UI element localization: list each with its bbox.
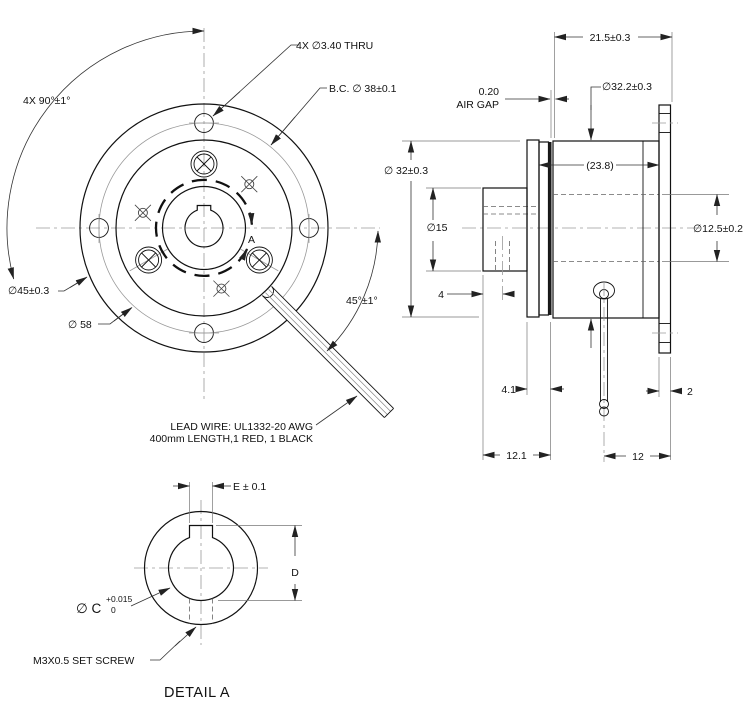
- dim-body-od: [384, 141, 428, 317]
- angle-45-label: 45°±1°: [346, 295, 378, 307]
- air-gap-label: AIR GAP: [456, 99, 499, 111]
- detail-a-view: [33, 481, 302, 701]
- dim-body-length: [539, 160, 659, 172]
- lead-wire-note: [150, 396, 357, 445]
- angle-90-label: 4X 90°±1°: [23, 95, 71, 107]
- rotor-plate: [539, 142, 549, 315]
- side-wire-exit: [594, 282, 615, 462]
- dim-air-gap: [456, 86, 569, 111]
- keyway-depth-label: D: [291, 567, 299, 579]
- dim-angle-90: [7, 31, 204, 279]
- lead-wire-note-line1: LEAD WIRE: UL1332-20 AWG: [170, 421, 313, 433]
- friction-face: [549, 142, 552, 315]
- pin-marker: [213, 281, 229, 297]
- side-hub: [483, 188, 527, 271]
- dim-hub-length: [483, 450, 551, 462]
- front-view: [7, 28, 397, 445]
- leader-flange-od: [8, 277, 87, 297]
- dim-overall-width: [555, 32, 673, 44]
- hub-od-label: ∅15: [426, 222, 448, 234]
- wire-offset-label: 12: [632, 451, 644, 463]
- dim-keyway-width: [173, 481, 266, 523]
- leader-bolt-circle: [271, 83, 397, 145]
- flange-od-label: ∅45±0.3: [8, 285, 50, 297]
- rotor-thickness-label: 4.1: [501, 384, 516, 396]
- note-setscrew: [33, 627, 196, 667]
- pin-marker: [241, 176, 257, 192]
- leader-thru-holes: [213, 40, 373, 116]
- rotor-disc: [527, 140, 539, 317]
- body-length-label: (23.8): [586, 160, 614, 172]
- pin-marker: [135, 205, 151, 221]
- overall-width-label: 21.5±0.3: [589, 32, 631, 44]
- setscrew-note-label: M3X0.5 SET SCREW: [33, 655, 135, 667]
- rotor-od-label: ∅32.2±0.3: [602, 81, 652, 93]
- dim-angle-45: [327, 231, 378, 351]
- bolt-circle-label: B.C. ∅ 38±0.1: [329, 83, 397, 95]
- hub-length-label: 12.1: [506, 450, 527, 462]
- dim-keyway-depth: [216, 526, 302, 601]
- bore-c-tol-lower: 0: [111, 605, 116, 615]
- side-extension-lines: [402, 32, 729, 460]
- dim-rotor-thickness: [501, 384, 564, 396]
- rotation-arc-label: A: [248, 234, 256, 246]
- dim-wire-offset: [604, 451, 671, 463]
- leader-outer-od: [68, 308, 132, 332]
- bore-c-label: ∅ C: [76, 601, 102, 616]
- thru-holes-label: 4X ∅3.40 THRU: [296, 40, 374, 52]
- dim-flange-thickness: [646, 386, 693, 398]
- dim-hub-od: [427, 188, 448, 271]
- setscrew-offset-label: 4: [438, 289, 444, 301]
- side-flange: [652, 105, 678, 353]
- lead-wire-note-line2: 400mm LENGTH,1 RED, 1 BLACK: [149, 433, 313, 445]
- flange-thickness-label: 2: [687, 386, 693, 398]
- detail-a-title: DETAIL A: [164, 685, 231, 701]
- body-od-label: ∅ 32±0.3: [383, 165, 429, 177]
- bore-c-tol-upper: +0.015: [106, 594, 133, 604]
- keyway-width-label: E ± 0.1: [233, 481, 267, 493]
- dim-bore-id: [693, 195, 743, 262]
- air-gap-value: 0.20: [478, 86, 499, 98]
- side-view: [384, 32, 743, 463]
- outer-od-label: ∅ 58: [68, 319, 92, 331]
- bore-id-label: ∅12.5±0.2: [693, 223, 743, 235]
